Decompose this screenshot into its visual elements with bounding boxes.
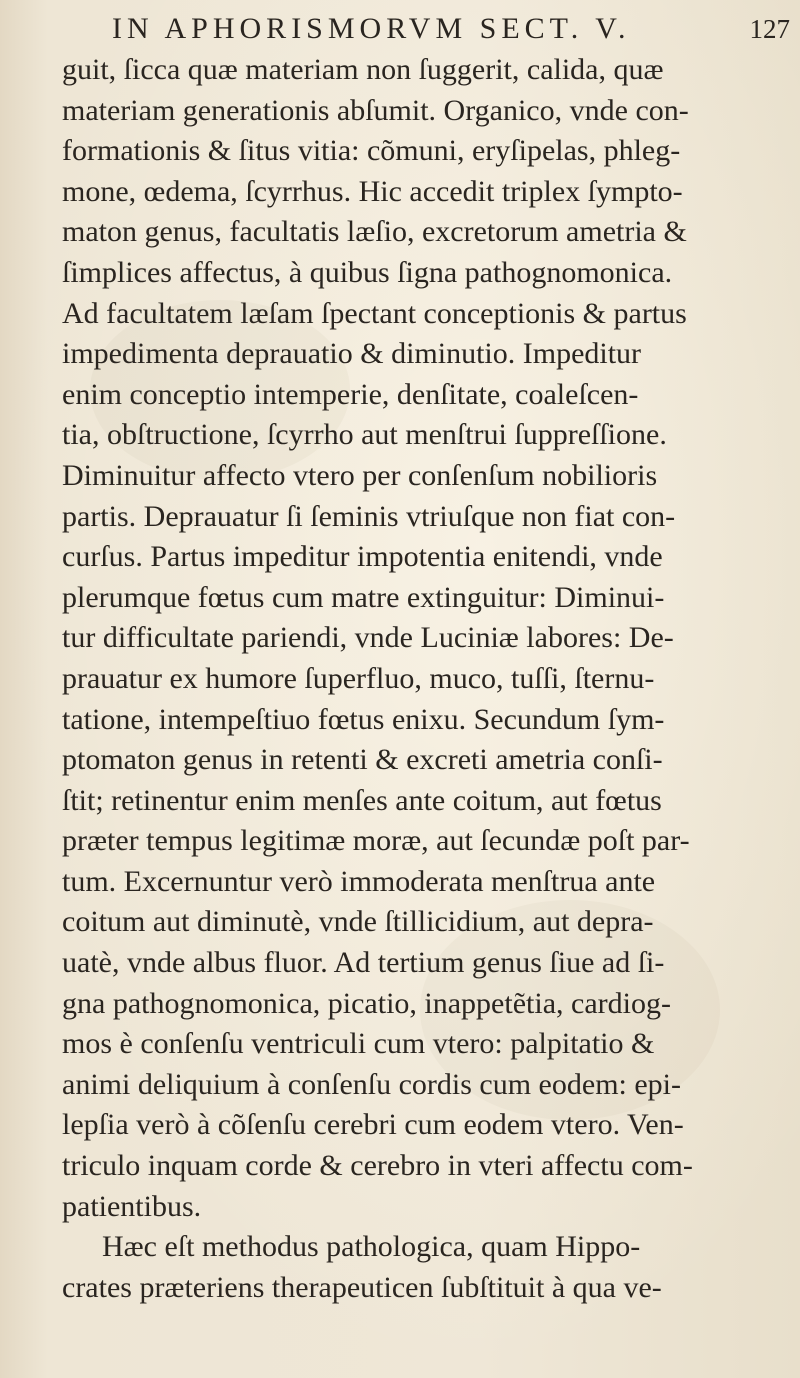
text-line: uatè, vnde albus fluor. Ad tertium genus ſiue ad ſi- <box>62 946 665 980</box>
text-line: impedimenta deprauatio & diminutio. Impeditur <box>62 337 642 371</box>
paragraph-first-line: Hæc eſt methodus pathologica, quam Hippo- <box>102 1230 641 1264</box>
text-line: maton genus, facultatis læſio, excretorum ametria & <box>62 215 687 249</box>
text-line: gna pathognomonica, picatio, inappetẽtia, cardiog- <box>62 986 671 1020</box>
text-line: ptomaton genus in retenti & excreti ametria conſi- <box>62 743 663 777</box>
text-line: mone, œdema, ſcyrrhus. Hic accedit triplex ſympto- <box>62 174 683 208</box>
text-line: materiam generationis abſumit. Organico, vnde con- <box>62 93 689 127</box>
text-line: patientibus. <box>62 1189 202 1223</box>
text-line: triculo inquam corde & cerebro in vteri affectu com- <box>62 1149 693 1183</box>
page-number: 127 <box>749 14 790 44</box>
text-line: tum. Excernuntur verò immoderata menſtrua ante <box>62 864 656 898</box>
text-line: crates præteriens therapeuticen ſubſtituit à qua ve- <box>62 1270 662 1304</box>
body-text <box>62 50 794 1308</box>
text-line: curſus. Partus impeditur impotentia enitendi, vnde <box>62 540 663 574</box>
text-line: guit, ſicca quæ materiam non ſuggerit, calida, quæ <box>62 53 664 86</box>
text-line: Diminuitur affecto vtero per conſenſum nobilioris <box>62 458 658 492</box>
text-line: prauatur ex humore ſuperfluo, muco, tuſſi, ſternu- <box>62 661 655 695</box>
text-line: plerumque fœtus cum matre extinguitur: Diminui- <box>62 580 665 614</box>
text-line: animi deliquium à conſenſu cordis cum eodem: epi- <box>62 1067 681 1101</box>
running-head: IN APHORISMORVM SECT. V. <box>112 12 631 45</box>
text-line: præter tempus legitimæ moræ, aut ſecundæ poſt par- <box>62 824 690 858</box>
text-line: partis. Deprauatur ſi ſeminis vtriuſque non fiat con- <box>62 499 676 533</box>
text-line: tia, obſtructione, ſcyrrho aut menſtrui ſuppreſſione. <box>62 418 667 452</box>
text-line: tatione, intempeſtiuo fœtus enixu. Secundum ſym- <box>62 702 665 736</box>
text-line: lepſia verò à cõſenſu cerebri cum eodem vtero. Ven- <box>62 1108 684 1142</box>
page-header <box>112 12 800 52</box>
text-line: ſtit; retinentur enim menſes ante coitum, aut fœtus <box>62 783 662 817</box>
text-line: mos è conſenſu ventriculi cum vtero: palpitatio & <box>62 1027 655 1061</box>
text-line: tur difficultate pariendi, vnde Luciniæ labores: De- <box>62 621 674 655</box>
text-line: enim conceptio intemperie, denſitate, coaleſcen- <box>62 377 639 411</box>
text-line: ſimplices affectus, à quibus ſigna pathognomonica. <box>62 255 673 289</box>
text-line: coitum aut diminutè, vnde ſtillicidium, aut depra- <box>62 905 654 939</box>
text-line: formationis & ſitus vitia: cõmuni, eryſipelas, phleg- <box>62 134 681 168</box>
text-line: Ad facultatem læſam ſpectant conceptionis & partus <box>62 296 687 330</box>
